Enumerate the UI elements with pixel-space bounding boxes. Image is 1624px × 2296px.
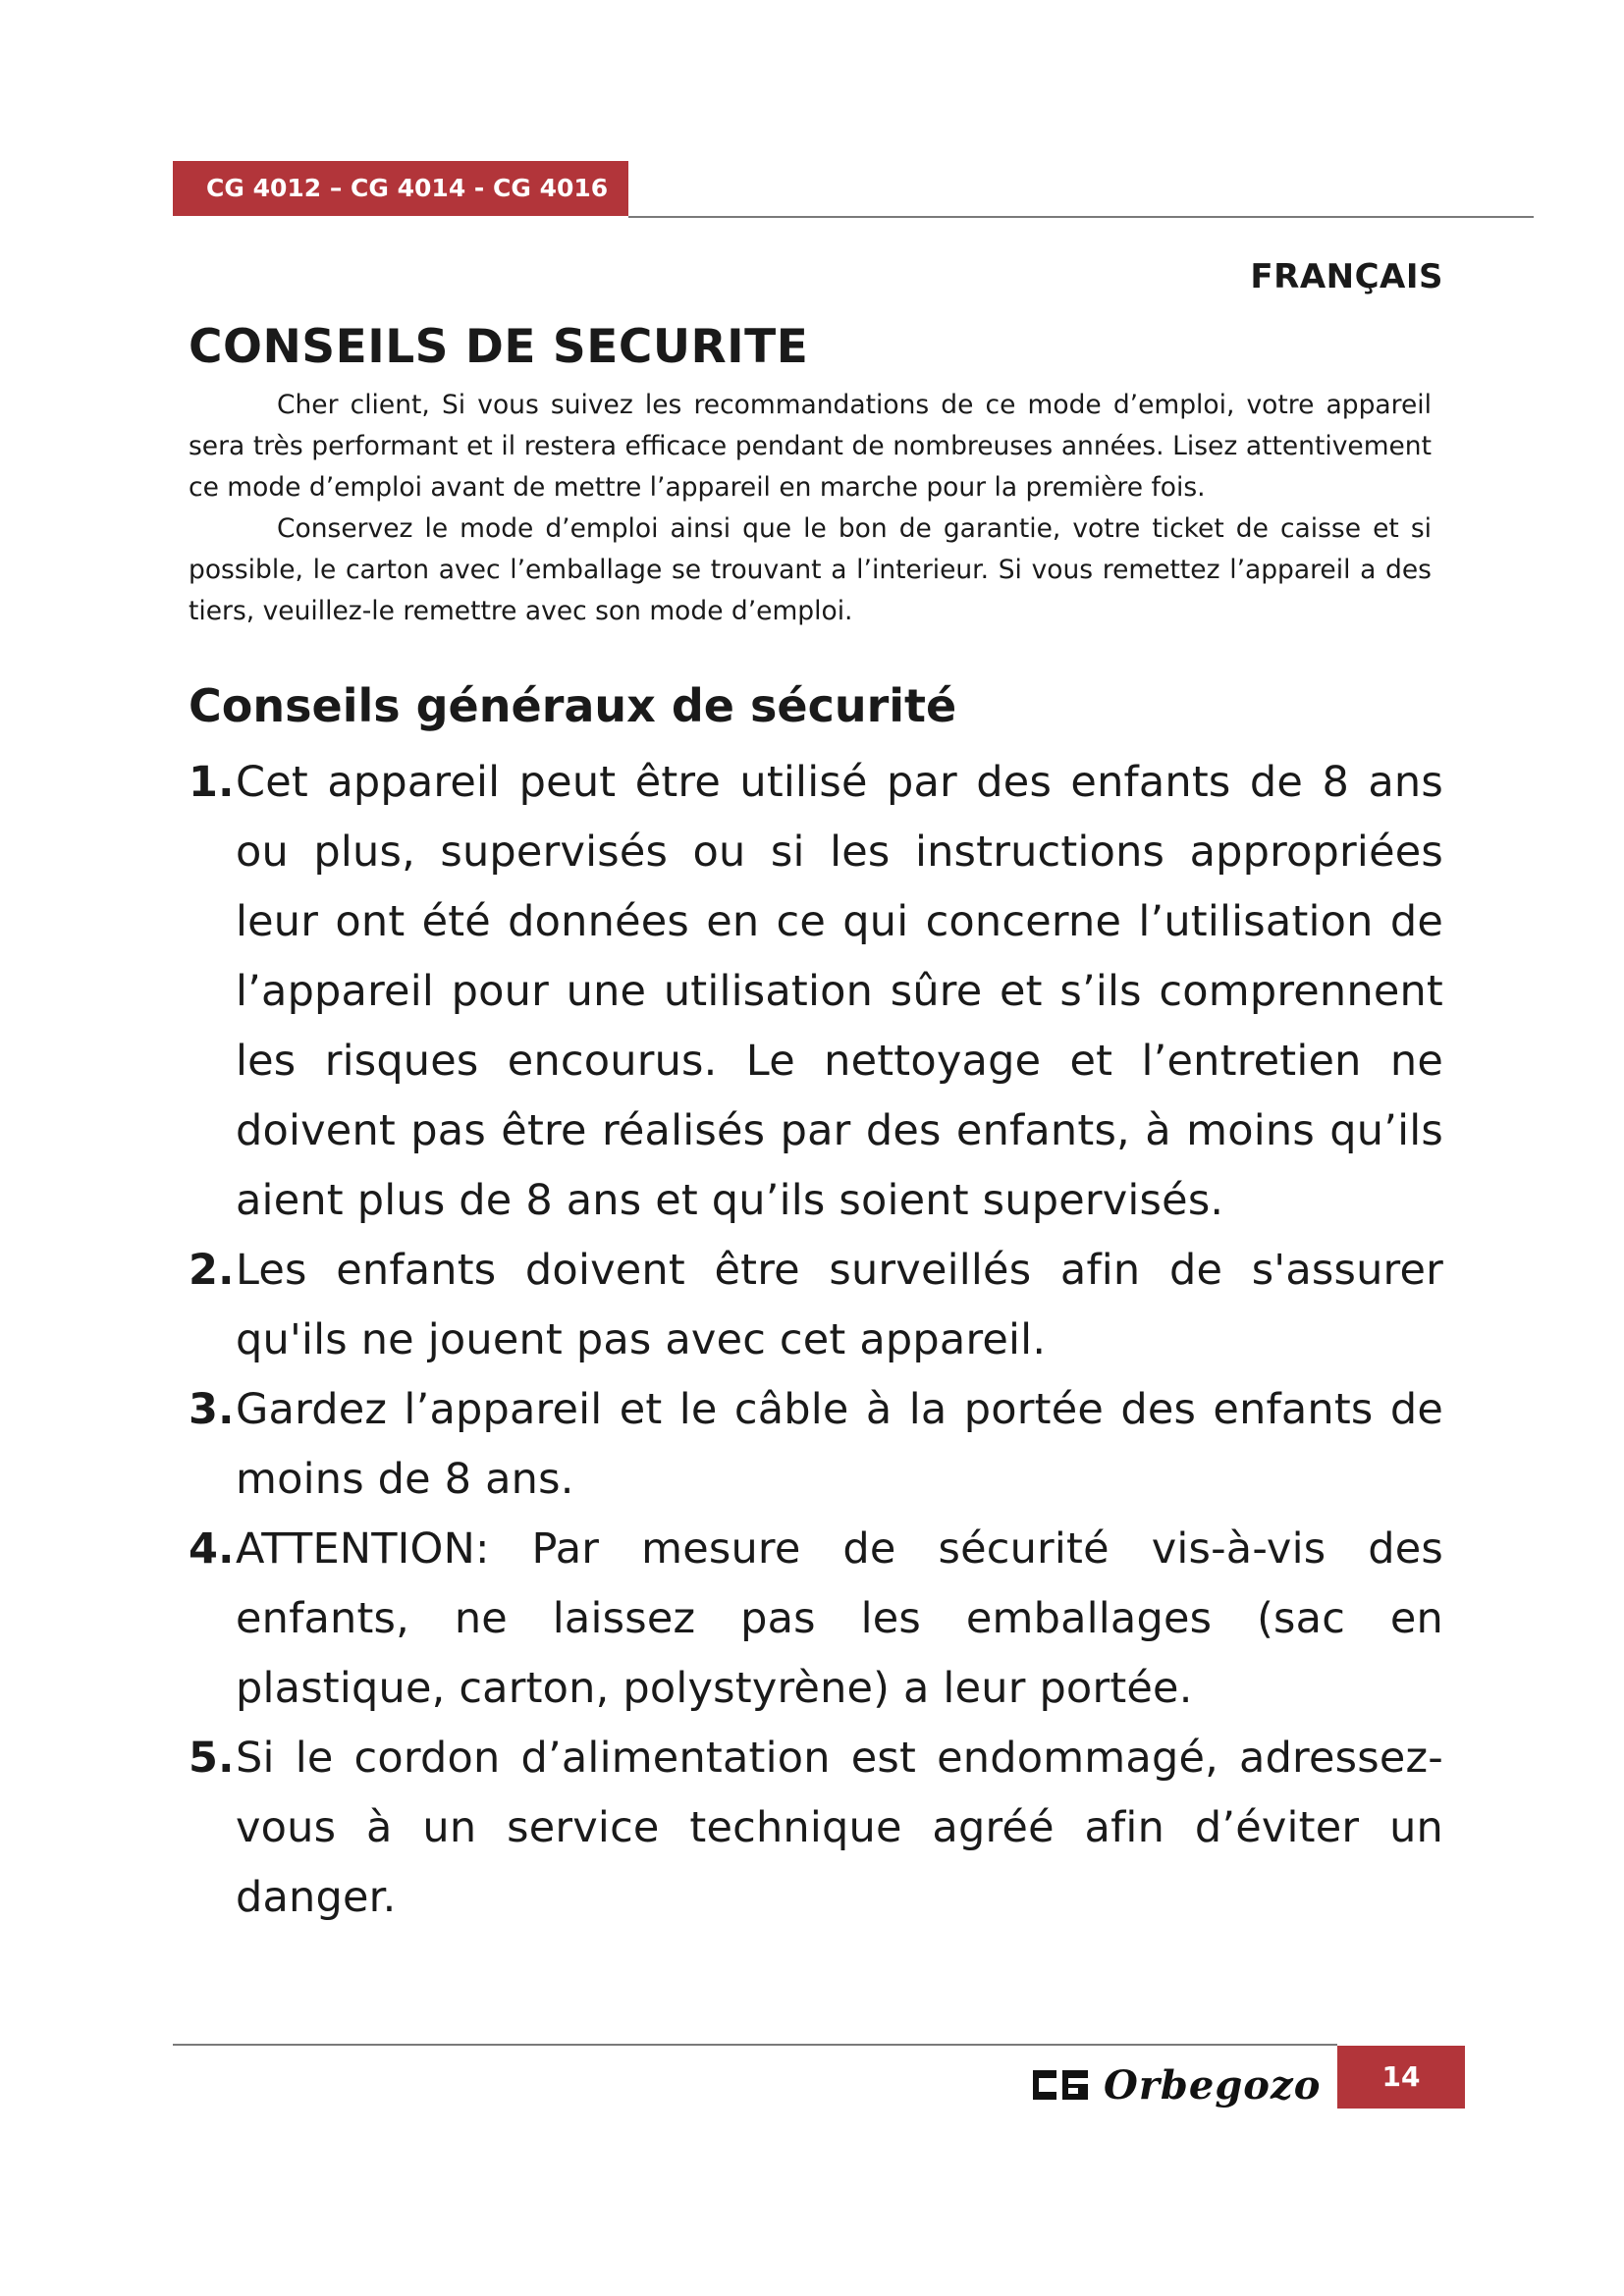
- advice-item-4: [189, 1515, 1443, 1724]
- advice-number: 1.: [189, 758, 235, 807]
- advice-number: 5.: [189, 1734, 235, 1783]
- model-header: CG 4012 – CG 4014 - CG 4016: [173, 161, 628, 216]
- advice-text: Gardez l’appareil et le câble à la portée des enfants de moins de 8 ans.: [236, 1385, 1443, 1504]
- advice-text: ATTENTION: Par mesure de sécurité vis-à-vis des enfants, ne laissez pas les emballages (sac en plastique, carton, polystyrène) a leur portée.: [236, 1524, 1443, 1713]
- page-title: CONSEILS DE SECURITE: [189, 320, 809, 374]
- page-number: 14: [1337, 2046, 1465, 2109]
- brand-logo: [1031, 2057, 1321, 2112]
- advice-text: Si le cordon d’alimentation est endommagé, adressez-vous à un service technique agréé afin d’éviter un danger.: [236, 1734, 1443, 1922]
- section-title: Conseils généraux de sécurité: [189, 679, 957, 732]
- advice-number: 2.: [189, 1246, 235, 1295]
- intro-text: [189, 385, 1432, 632]
- advice-text: Cet appareil peut être utilisé par des enfants de 8 ans ou plus, supervisés ou si les instructions appropriées leur ont été données en ce qui concerne l’utilisation de l’appareil pour une utilisation sûre et s’ils comprennent les risques encourus. Le nettoyage et l’entretien ne doivent pas être réalisés par des enfants, à moins qu’ils aient plus de 8 ans et qu’ils soient supervisés.: [236, 758, 1443, 1225]
- advice-number: 4.: [189, 1524, 235, 1574]
- advice-item-1: [189, 748, 1443, 1236]
- advice-number: 3.: [189, 1385, 235, 1434]
- intro-paragraph-2: Conservez le mode d’emploi ainsi que le bon de garantie, votre ticket de caisse et si possible, le carton avec l’emballage se trouvant a l’interieur. Si vous remettez l’appareil a des tiers, veuillez-le remettre avec son mode d’emploi.: [189, 513, 1432, 626]
- footer-divider: [173, 2044, 1337, 2046]
- header-divider: [628, 216, 1534, 218]
- brand-name: Orbegozo: [1104, 2061, 1322, 2109]
- advice-item-2: [189, 1236, 1443, 1375]
- advice-text: Les enfants doivent être surveillés afin de s'assurer qu'ils ne jouent pas avec cet appareil.: [236, 1246, 1443, 1364]
- orbegozo-logo-icon: [1031, 2068, 1090, 2102]
- language-label: FRANÇAIS: [1250, 257, 1443, 296]
- safety-advice-list: [189, 748, 1443, 1933]
- advice-item-5: [189, 1724, 1443, 1933]
- advice-item-3: [189, 1375, 1443, 1515]
- intro-paragraph-1: Cher client, Si vous suivez les recommandations de ce mode d’emploi, votre appareil sera très performant et il restera efficace pendant de nombreuses années. Lisez attentivement ce mode d’emploi avant de mettre l’appareil en marche pour la première fois.: [189, 390, 1432, 503]
